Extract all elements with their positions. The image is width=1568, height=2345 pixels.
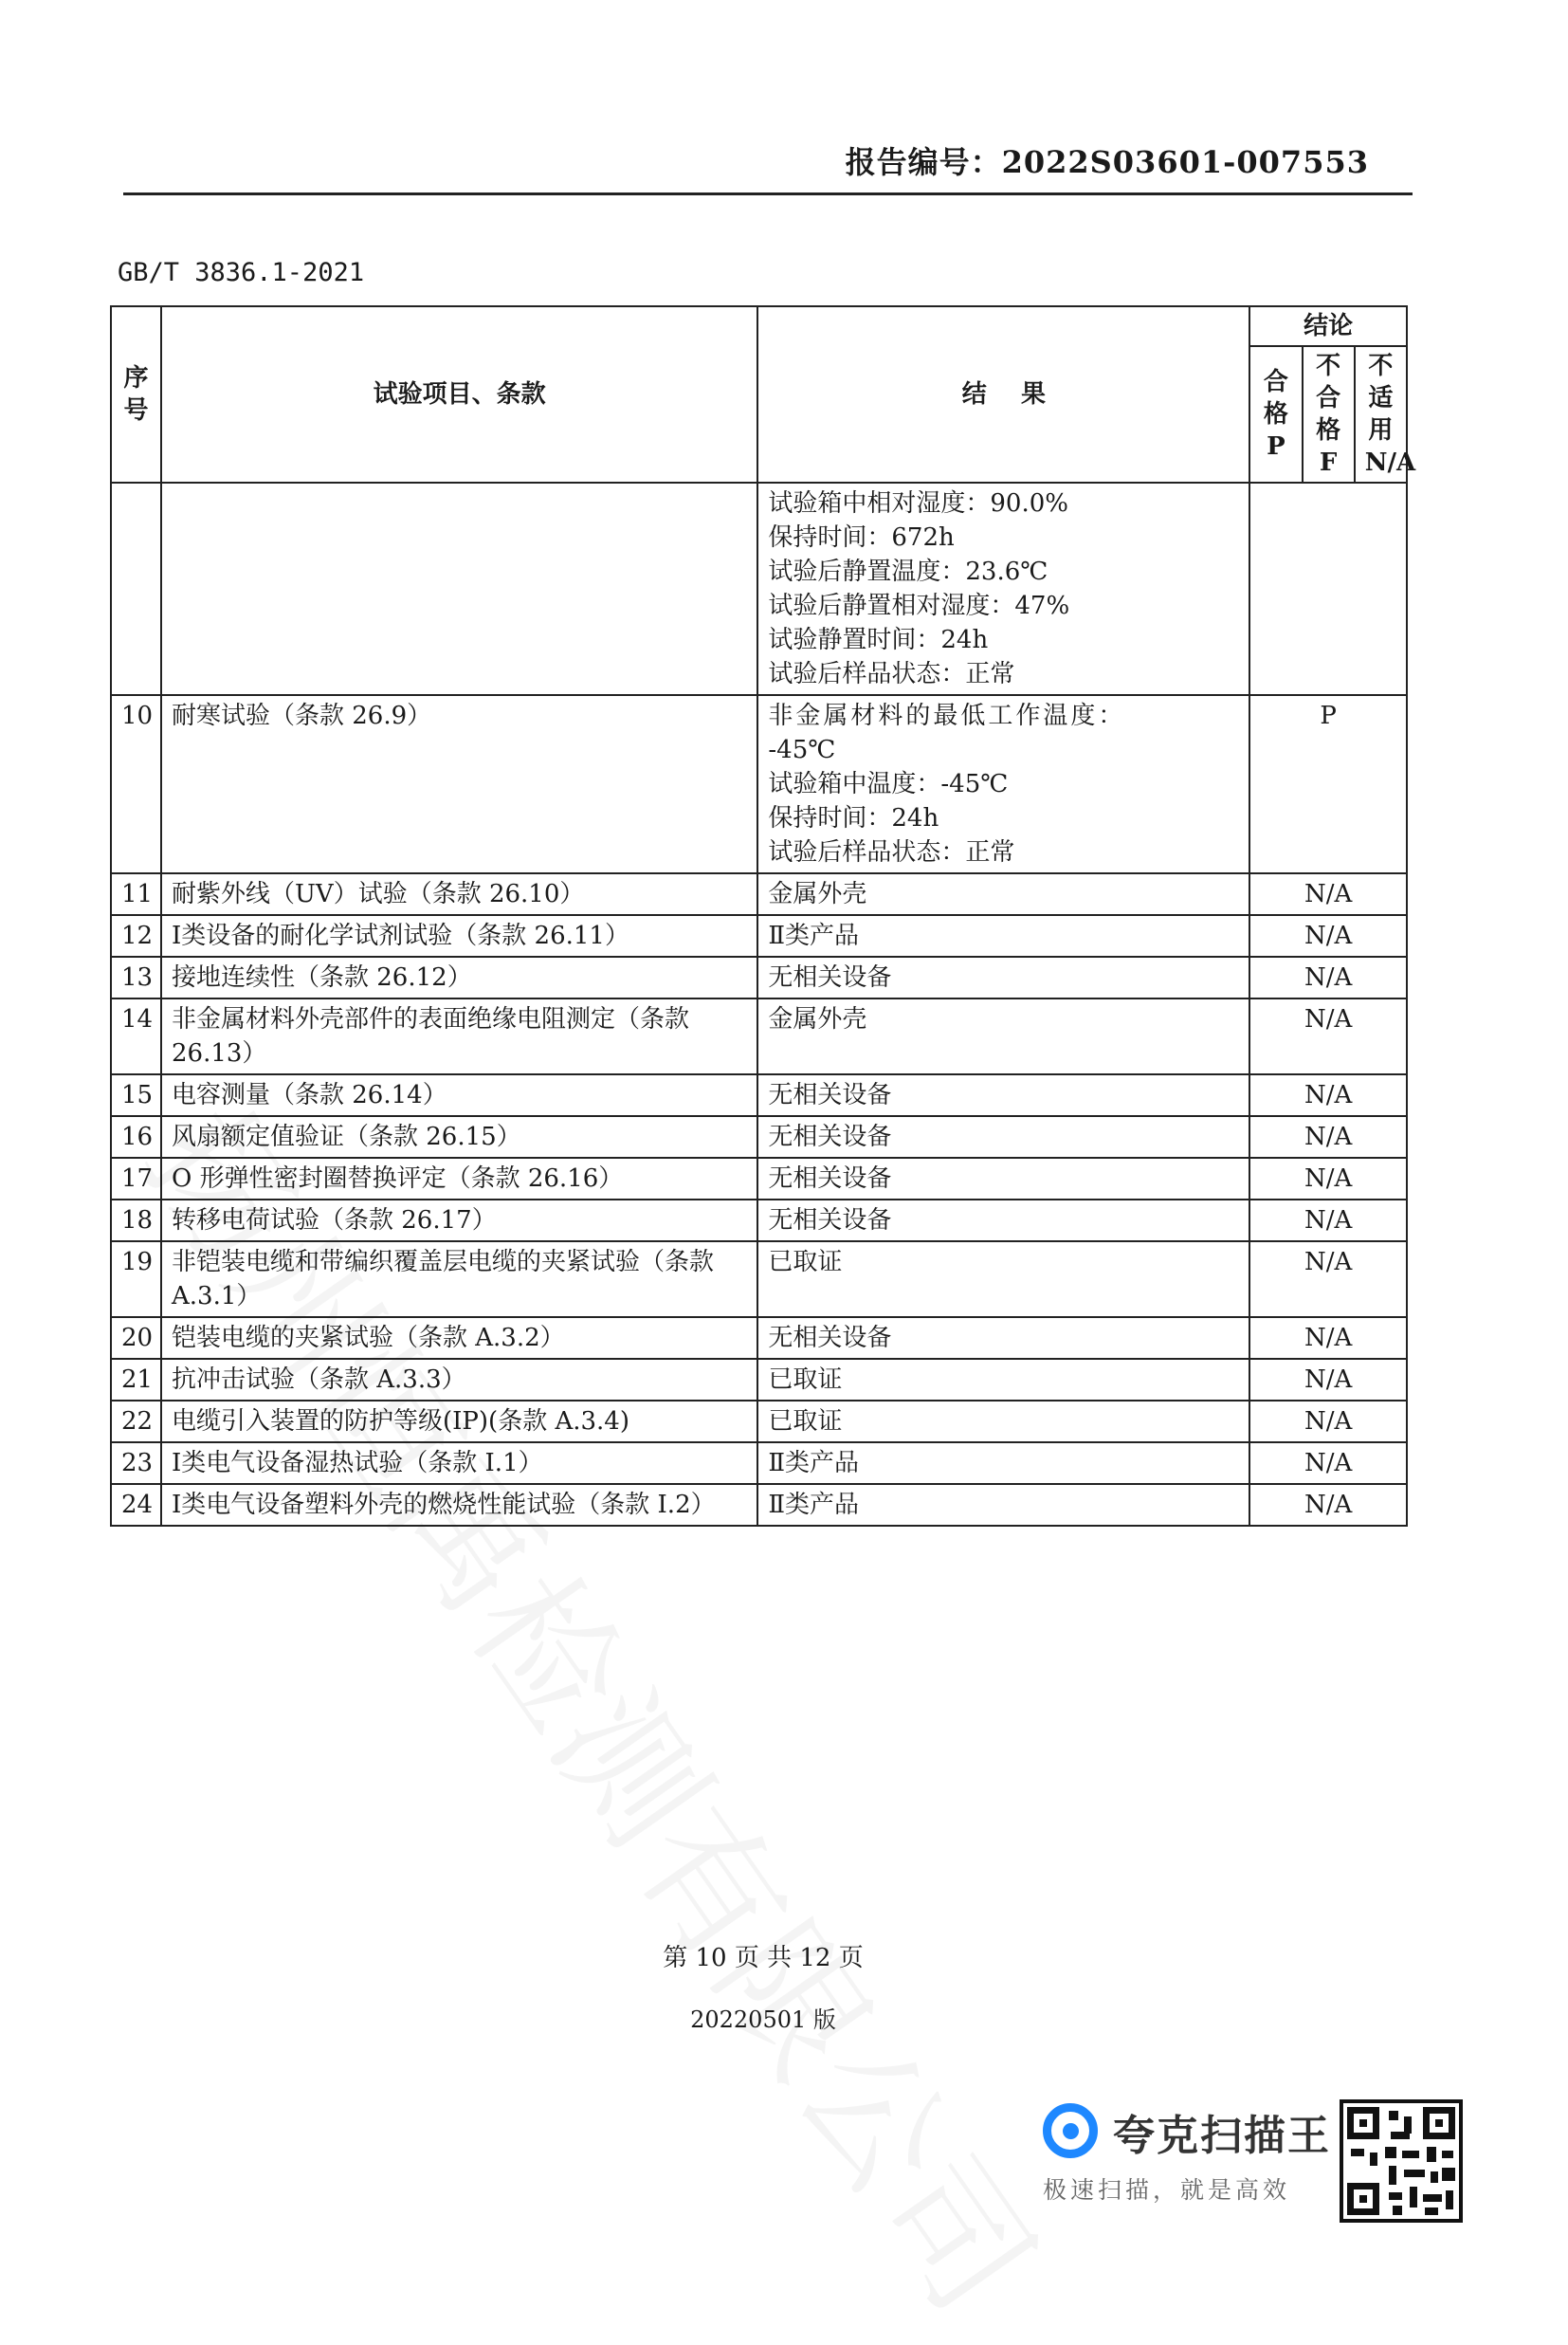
- result-line: 保持时间：672h: [768, 523, 955, 552]
- table-row: [111, 873, 1407, 915]
- header-conclusion: 结论: [1249, 306, 1407, 346]
- row-seq: 22: [111, 1401, 161, 1442]
- table-row-continuation: [111, 483, 1407, 695]
- header-fail: 不 合 格 F: [1303, 346, 1355, 483]
- row-result: [757, 1158, 1249, 1200]
- result-line: Ⅱ类产品: [768, 1449, 860, 1477]
- row-item: O 形弹性密封圈替换评定（条款 26.16）: [161, 1158, 757, 1200]
- result-line: 试验后静置相对湿度：47%: [768, 592, 1070, 620]
- row-seq: 23: [111, 1442, 161, 1484]
- row-conclusion: N/A: [1249, 1241, 1407, 1317]
- row-conclusion: N/A: [1249, 873, 1407, 915]
- row-item: 接地连续性（条款 26.12）: [161, 957, 757, 998]
- table-row: [111, 1158, 1407, 1200]
- row-item: 转移电荷试验（条款 26.17）: [161, 1200, 757, 1241]
- row-seq: 17: [111, 1158, 161, 1200]
- result-line: 试验后样品状态：正常: [768, 838, 1015, 867]
- row-item: Ⅰ类电气设备塑料外壳的燃烧性能试验（条款 I.2）: [161, 1484, 757, 1526]
- header-na: 不 适 用 N/A: [1355, 346, 1407, 483]
- row-conclusion: N/A: [1249, 957, 1407, 998]
- table-row: [111, 1442, 1407, 1484]
- row-conclusion: N/A: [1249, 1116, 1407, 1158]
- table-row: [111, 1200, 1407, 1241]
- header-seq: 序 号: [111, 306, 161, 483]
- scanner-slogan: 极速扫描，就是高效: [1043, 2176, 1291, 2204]
- row-conclusion: N/A: [1249, 1317, 1407, 1359]
- scanner-logo-icon: [1043, 2103, 1098, 2158]
- row-seq: 12: [111, 915, 161, 957]
- row-result: [757, 1359, 1249, 1401]
- row-seq: 15: [111, 1074, 161, 1116]
- results-table: [110, 305, 1416, 1527]
- cont-result: [757, 483, 1249, 695]
- row-seq: 21: [111, 1359, 161, 1401]
- header-row-1: [111, 306, 1407, 346]
- row-seq: 16: [111, 1116, 161, 1158]
- table-row: [111, 695, 1407, 873]
- table-row: [111, 1116, 1407, 1158]
- row-item: 耐紫外线（UV）试验（条款 26.10）: [161, 873, 757, 915]
- row-result: [757, 1401, 1249, 1442]
- result-line: 非金属材料的最低工作温度：: [768, 702, 1126, 730]
- row-conclusion: N/A: [1249, 1401, 1407, 1442]
- row-conclusion: P: [1249, 695, 1407, 873]
- row-conclusion: N/A: [1249, 1200, 1407, 1241]
- table-row: [111, 1484, 1407, 1526]
- table-row: [111, 998, 1407, 1074]
- result-line: 已取证: [768, 1248, 843, 1276]
- row-result: [757, 1074, 1249, 1116]
- cont-seq: [111, 483, 161, 695]
- row-seq: 10: [111, 695, 161, 873]
- row-item: 电容测量（条款 26.14）: [161, 1074, 757, 1116]
- row-seq: 13: [111, 957, 161, 998]
- row-result: [757, 1241, 1249, 1317]
- row-result: [757, 695, 1249, 873]
- row-seq: 11: [111, 873, 161, 915]
- row-seq: 24: [111, 1484, 161, 1526]
- result-line: 保持时间：24h: [768, 804, 939, 833]
- row-result: [757, 1116, 1249, 1158]
- row-result: [757, 1200, 1249, 1241]
- result-line: 金属外壳: [768, 880, 867, 908]
- row-conclusion: N/A: [1249, 1158, 1407, 1200]
- row-conclusion: N/A: [1249, 1074, 1407, 1116]
- version-label: 20220501 版: [690, 2006, 836, 2033]
- cont-item: [161, 483, 757, 695]
- header-rule: [123, 192, 1413, 195]
- row-seq: 14: [111, 998, 161, 1074]
- row-result: [757, 915, 1249, 957]
- row-seq: 19: [111, 1241, 161, 1317]
- row-item: 非金属材料外壳部件的表面绝缘电阻测定（条款 26.13）: [161, 998, 757, 1074]
- row-conclusion: N/A: [1249, 1484, 1407, 1526]
- row-seq: 20: [111, 1317, 161, 1359]
- header-item: 试验项目、条款: [161, 306, 757, 483]
- table-row: [111, 957, 1407, 998]
- row-item: 耐寒试验（条款 26.9）: [161, 695, 757, 873]
- report-number: 报告编号：2022S03601-007553: [845, 144, 1369, 180]
- row-item: Ⅰ类电气设备湿热试验（条款 I.1）: [161, 1442, 757, 1484]
- row-item: 铠装电缆的夹紧试验（条款 A.3.2）: [161, 1317, 757, 1359]
- table-row: [111, 1074, 1407, 1116]
- result-line: 已取证: [768, 1407, 843, 1436]
- result-line: 试验后样品状态：正常: [768, 660, 1015, 688]
- result-line: 无相关设备: [768, 1324, 892, 1352]
- row-item: 风扇额定值验证（条款 26.15）: [161, 1116, 757, 1158]
- result-line: 无相关设备: [768, 963, 892, 992]
- result-line: 无相关设备: [768, 1081, 892, 1109]
- cont-conclusion: [1249, 483, 1407, 695]
- row-item: 非铠装电缆和带编织覆盖层电缆的夹紧试验（条款 A.3.1）: [161, 1241, 757, 1317]
- result-line: 试验箱中相对湿度：90.0%: [768, 489, 1068, 518]
- row-result: [757, 998, 1249, 1074]
- header-pass: 合 格 P: [1249, 346, 1302, 483]
- result-line: Ⅱ类产品: [768, 922, 860, 950]
- result-line: 已取证: [768, 1365, 843, 1394]
- header-result: 结 果: [757, 306, 1249, 483]
- standard-code: GB/T 3836.1-2021: [118, 258, 365, 287]
- row-result: [757, 1317, 1249, 1359]
- result-line: 试验箱中温度：-45℃: [768, 770, 1009, 798]
- row-result: [757, 873, 1249, 915]
- result-line: Ⅱ类产品: [768, 1491, 860, 1519]
- result-line: 无相关设备: [768, 1164, 892, 1193]
- table-row: [111, 1401, 1407, 1442]
- row-conclusion: N/A: [1249, 998, 1407, 1074]
- row-item: 电缆引入装置的防护等级(IP)(条款 A.3.4): [161, 1401, 757, 1442]
- row-seq: 18: [111, 1200, 161, 1241]
- result-line: 金属外壳: [768, 1005, 867, 1034]
- table-row: [111, 1317, 1407, 1359]
- scanner-name: 夸克扫描王: [1113, 2112, 1331, 2160]
- row-item: Ⅰ类设备的耐化学试剂试验（条款 26.11）: [161, 915, 757, 957]
- row-conclusion: N/A: [1249, 915, 1407, 957]
- row-conclusion: N/A: [1249, 1359, 1407, 1401]
- result-line: 试验后静置温度：23.6℃: [768, 558, 1048, 586]
- row-conclusion: N/A: [1249, 1442, 1407, 1484]
- result-line: 无相关设备: [768, 1206, 892, 1235]
- result-line: 试验静置时间：24h: [768, 626, 989, 654]
- table-row: [111, 915, 1407, 957]
- page-number: 第 10 页 共 12 页: [663, 1944, 864, 1972]
- row-item: 抗冲击试验（条款 A.3.3）: [161, 1359, 757, 1401]
- table-row: [111, 1241, 1407, 1317]
- result-line: 无相关设备: [768, 1123, 892, 1151]
- result-line: -45℃: [768, 736, 836, 764]
- row-result: [757, 1484, 1249, 1526]
- table-row: [111, 1359, 1407, 1401]
- qr-code-icon: [1340, 2099, 1463, 2223]
- row-result: [757, 1442, 1249, 1484]
- row-result: [757, 957, 1249, 998]
